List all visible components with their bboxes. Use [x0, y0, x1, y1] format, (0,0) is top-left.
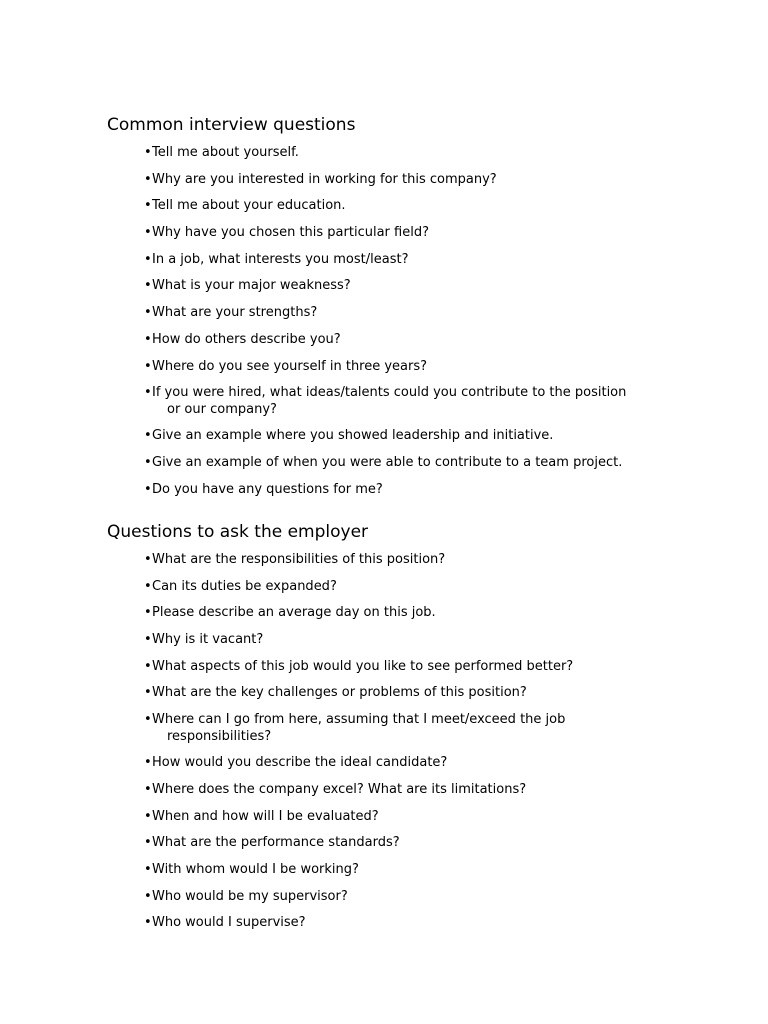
bullet-icon: • [144, 145, 152, 160]
list-item-text: Why have you chosen this particular field? [152, 225, 429, 241]
bullet-icon: • [144, 278, 152, 294]
bullet-icon: • [144, 808, 152, 824]
interview-questions-section [107, 114, 707, 508]
list-item-text: Why is it vacant? [152, 632, 264, 648]
list-item [107, 252, 707, 269]
bullet-icon: • [144, 712, 152, 728]
list-item-text-continuation: or our company? [167, 401, 277, 417]
list-item [107, 385, 707, 418]
bullet-icon: • [144, 685, 152, 701]
list-item-text: How would you describe the ideal candidate? [152, 755, 448, 771]
bullet-icon: • [144, 552, 152, 567]
list-item-text: How do others describe you? [152, 331, 341, 347]
bullet-icon: • [144, 455, 152, 471]
bullet-icon: • [144, 481, 152, 497]
bullet-icon: • [144, 578, 152, 594]
bullet-icon: • [144, 605, 152, 621]
interview-questions-list [107, 145, 707, 498]
list-item-text: If you were hired, what ideas/talents could you contribute to the position [152, 385, 627, 401]
list-item-text: When and how will I be evaluated? [152, 808, 379, 824]
list-item-text: Give an example of when you were able to contribute to a team project. [152, 455, 623, 471]
bullet-icon: • [144, 171, 152, 187]
employer-questions-section [107, 521, 707, 942]
list-item [107, 755, 707, 772]
list-item-text: Can its duties be expanded? [152, 578, 337, 594]
list-item-text: Where do you see yourself in three years? [152, 358, 428, 374]
list-item [107, 659, 707, 676]
list-item-text: Who would be my supervisor? [152, 888, 348, 904]
list-item [107, 198, 707, 215]
bullet-icon: • [144, 888, 152, 904]
list-item-text: Do you have any questions for me? [152, 481, 383, 497]
list-item [107, 552, 707, 569]
list-item-text: What are your strengths? [152, 305, 318, 321]
list-item-text: Give an example where you showed leadership and initiative. [152, 428, 554, 444]
list-item-text: With whom would I be working? [152, 862, 359, 878]
list-item [107, 605, 707, 622]
list-item [107, 889, 707, 906]
bullet-icon: • [144, 755, 152, 771]
list-item-text: Tell me about yourself. [152, 145, 299, 160]
list-item [107, 225, 707, 242]
list-item [107, 455, 707, 472]
bullet-icon: • [144, 428, 152, 444]
list-item-text: Please describe an average day on this job. [152, 605, 436, 621]
list-item [107, 685, 707, 702]
list-item [107, 278, 707, 295]
employer-questions-list [107, 552, 707, 932]
bullet-icon: • [144, 358, 152, 374]
list-item [107, 862, 707, 879]
list-item-text: What are the responsibilities of this position? [152, 552, 446, 567]
list-item [107, 579, 707, 596]
list-item-text: Where does the company excel? What are its limitations? [152, 782, 527, 797]
section-title: Common interview questions [107, 115, 356, 135]
bullet-icon: • [144, 782, 152, 797]
bullet-icon: • [144, 862, 152, 878]
list-item [107, 332, 707, 349]
bullet-icon: • [144, 225, 152, 241]
list-item-text: In a job, what interests you most/least? [152, 251, 409, 267]
section-title: Questions to ask the employer [107, 522, 369, 542]
list-item-text: Who would I supervise? [152, 915, 306, 931]
list-item [107, 782, 707, 799]
bullet-icon: • [144, 251, 152, 267]
bullet-icon: • [144, 385, 152, 401]
list-item-text: What is your major weakness? [152, 278, 351, 294]
list-item [107, 915, 707, 932]
list-item [107, 359, 707, 376]
bullet-icon: • [144, 632, 152, 648]
list-item-text: What are the key challenges or problems of this position? [152, 685, 527, 701]
list-item [107, 482, 707, 499]
list-item [107, 305, 707, 322]
bullet-icon: • [144, 915, 152, 931]
list-item [107, 428, 707, 445]
list-item [107, 145, 707, 162]
list-item-text: Tell me about your education. [152, 198, 346, 214]
list-item [107, 835, 707, 852]
list-item [107, 632, 707, 649]
list-item-text: What aspects of this job would you like to see performed better? [152, 658, 574, 674]
bullet-icon: • [144, 835, 152, 851]
list-item [107, 172, 707, 189]
bullet-icon: • [144, 198, 152, 214]
list-item-text: What are the performance standards? [152, 835, 400, 851]
bullet-icon: • [144, 658, 152, 674]
bullet-icon: • [144, 305, 152, 321]
bullet-icon: • [144, 331, 152, 347]
list-item [107, 809, 707, 826]
list-item-text: Why are you interested in working for this company? [152, 171, 497, 187]
list-item [107, 712, 707, 745]
list-item-text-continuation: responsibilities? [167, 728, 272, 744]
list-item-text: Where can I go from here, assuming that I meet/exceed the job [152, 712, 566, 728]
